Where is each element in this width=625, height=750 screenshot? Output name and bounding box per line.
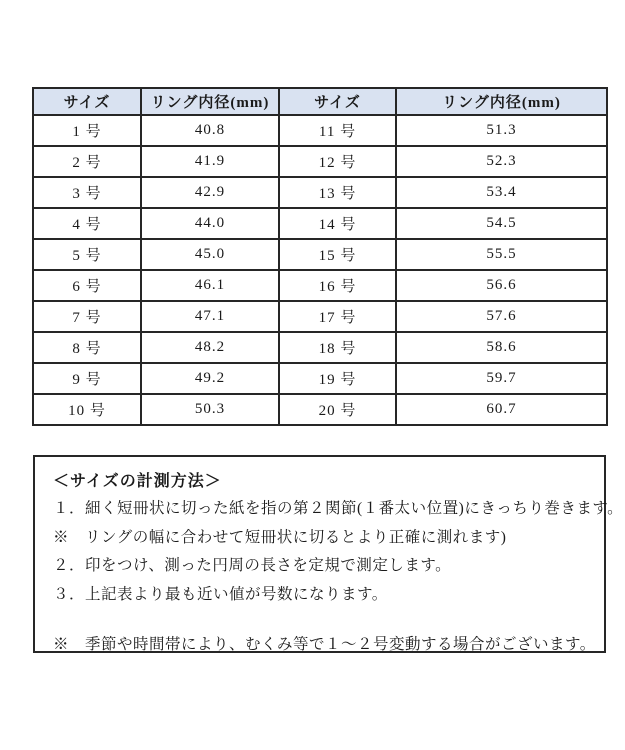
instructions-title: ＜サイズの計測方法＞ [53, 473, 222, 490]
size-cell: 20 号 [279, 394, 396, 425]
diameter-cell: 58.6 [396, 332, 607, 363]
table-row [33, 208, 607, 239]
size-cell: 9 号 [33, 363, 141, 394]
size-cell: 17 号 [279, 301, 396, 332]
table-row [33, 146, 607, 177]
table-row [33, 270, 607, 301]
table-row [33, 394, 607, 425]
size-cell: 11 号 [279, 115, 396, 146]
size-cell: 14 号 [279, 208, 396, 239]
diameter-cell: 42.9 [141, 177, 279, 208]
size-cell: 19 号 [279, 363, 396, 394]
instruction-step-2: ２．印をつけ、測った円周の長さを定規で測定します。 [53, 557, 452, 574]
table-row [33, 177, 607, 208]
diameter-cell: 60.7 [396, 394, 607, 425]
diameter-cell: 53.4 [396, 177, 607, 208]
size-cell: 12 号 [279, 146, 396, 177]
diameter-cell: 47.1 [141, 301, 279, 332]
size-cell: 16 号 [279, 270, 396, 301]
diameter-cell: 51.3 [396, 115, 607, 146]
diameter-cell: 49.2 [141, 363, 279, 394]
diameter-cell: 40.8 [141, 115, 279, 146]
size-cell: 6 号 [33, 270, 141, 301]
diameter-cell: 57.6 [396, 301, 607, 332]
diameter-cell: 46.1 [141, 270, 279, 301]
diameter-cell: 48.2 [141, 332, 279, 363]
diameter-cell: 55.5 [396, 239, 607, 270]
size-cell: 13 号 [279, 177, 396, 208]
table-row [33, 239, 607, 270]
header-size-right: サイズ [279, 88, 396, 115]
size-cell: 4 号 [33, 208, 141, 239]
size-variation-footnote: ※ 季節や時間帯により、むくみ等で１～２号変動する場合がございます。 [53, 636, 596, 653]
table-row [33, 301, 607, 332]
size-cell: 5 号 [33, 239, 141, 270]
measurement-instructions-box [33, 455, 624, 653]
size-cell: 2 号 [33, 146, 141, 177]
size-cell: 18 号 [279, 332, 396, 363]
header-size-left: サイズ [33, 88, 141, 115]
table-row [33, 363, 607, 394]
diameter-cell: 54.5 [396, 208, 607, 239]
size-cell: 1 号 [33, 115, 141, 146]
table-row [33, 332, 607, 363]
diameter-cell: 56.6 [396, 270, 607, 301]
diameter-cell: 52.3 [396, 146, 607, 177]
diameter-cell: 41.9 [141, 146, 279, 177]
size-cell: 3 号 [33, 177, 141, 208]
diameter-cell: 45.0 [141, 239, 279, 270]
size-cell: 15 号 [279, 239, 396, 270]
header-diameter-left: リング内径(mm) [141, 88, 279, 115]
diameter-cell: 59.7 [396, 363, 607, 394]
size-cell: 8 号 [33, 332, 141, 363]
diameter-cell: 50.3 [141, 394, 279, 425]
instruction-step-3: ３．上記表より最も近い値が号数になります。 [53, 585, 388, 603]
diameter-cell: 44.0 [141, 208, 279, 239]
header-diameter-right: リング内径(mm) [396, 88, 607, 115]
size-cell: 10 号 [33, 394, 141, 425]
ring-size-table [32, 87, 608, 426]
table-row [33, 115, 607, 146]
table-header-row [33, 88, 607, 115]
instruction-note: ※ リングの幅に合わせて短冊状に切るとより正確に測れます) [53, 528, 507, 546]
instruction-step-1: １．細く短冊状に切った紙を指の第２関節(１番太い位置)にきっちり巻きます。 [53, 500, 624, 517]
size-cell: 7 号 [33, 301, 141, 332]
